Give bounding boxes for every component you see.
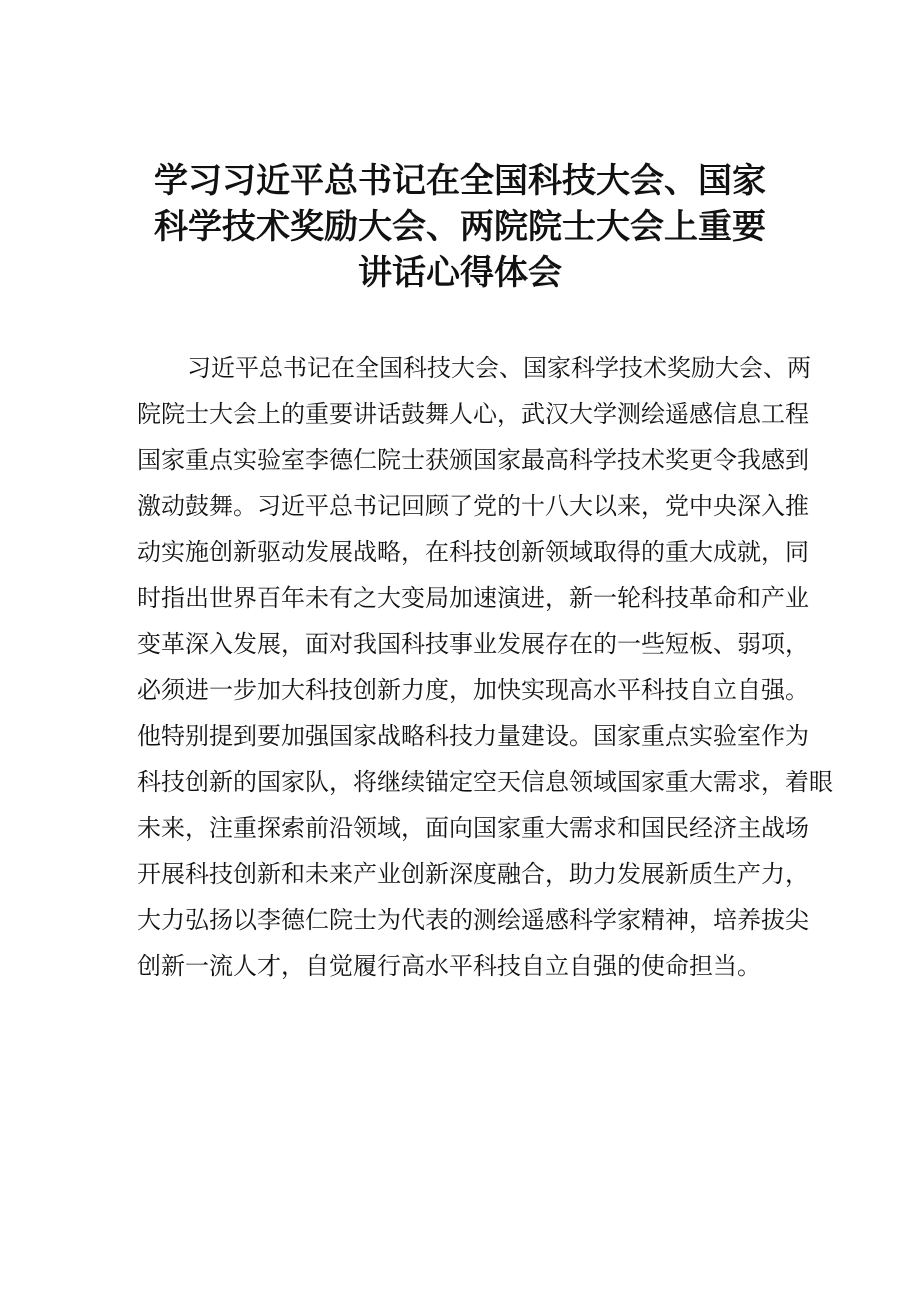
- body-line: 科技创新的国家队，将继续锚定空天信息领域国家重大需求，着眼: [137, 768, 833, 796]
- body-line: 他特别提到要加强国家战略科技力量建设。国家重点实验室作为: [137, 722, 809, 750]
- body-line: 大力弘扬以李德仁院士为代表的测绘遥感科学家精神，培养拔尖: [137, 906, 809, 934]
- body-line: 时指出世界百年未有之大变局加速演进，新一轮科技革命和产业: [137, 584, 809, 612]
- body-line: 必须进一步加大科技创新力度，加快实现高水平科技自立自强。: [137, 676, 809, 704]
- body-line: 开展科技创新和未来产业创新深度融合，助力发展新质生产力，: [137, 860, 809, 888]
- body-line: 未来，注重探索前沿领域，面向国家重大需求和国民经济主战场: [137, 814, 809, 842]
- body-line: 动实施创新驱动发展战略，在科技创新领域取得的重大成就，同: [137, 538, 809, 566]
- title-line: 科学技术奖励大会、两院院士大会上重要: [154, 207, 766, 247]
- body-line: 激动鼓舞。习近平总书记回顾了党的十八大以来，党中央深入推: [137, 492, 809, 520]
- body-paragraph: [137, 345, 833, 989]
- body-line: 创新一流人才，自觉履行高水平科技自立自强的使命担当。: [137, 952, 761, 980]
- body-line: 院院士大会上的重要讲话鼓舞人心，武汉大学测绘遥感信息工程: [137, 400, 809, 428]
- body-line: 国家重点实验室李德仁院士获颁国家最高科学技术奖更令我感到: [137, 446, 809, 474]
- title-line: 学习习近平总书记在全国科技大会、国家: [154, 161, 766, 201]
- body-line: 变革深入发展，面对我国科技事业发展存在的一些短板、弱项，: [137, 630, 809, 658]
- title-line: 讲话心得体会: [358, 253, 562, 293]
- body-line: 习近平总书记在全国科技大会、国家科学技术奖励大会、两: [187, 354, 811, 382]
- document-title: [130, 158, 790, 296]
